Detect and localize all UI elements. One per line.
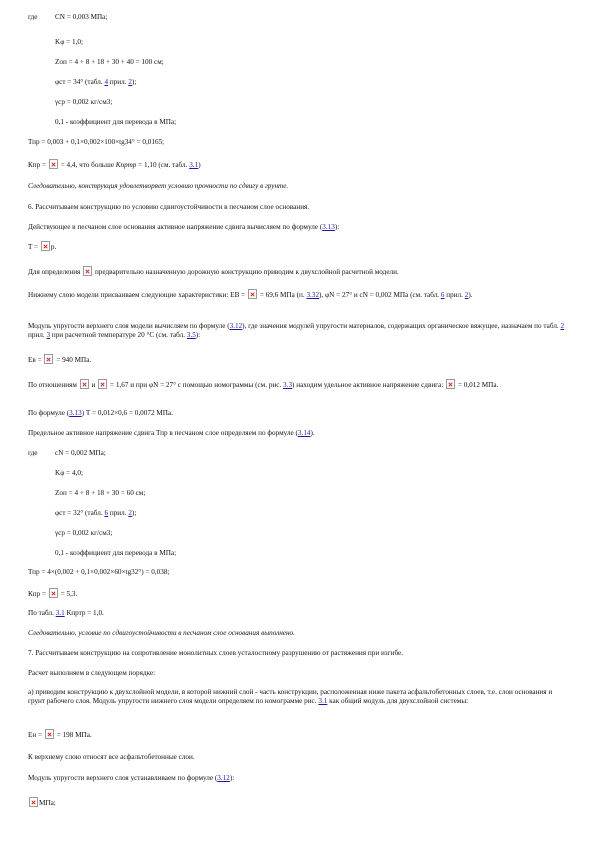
- table-link[interactable]: 2: [560, 322, 565, 330]
- figure-link[interactable]: 3.3: [283, 381, 293, 389]
- paragraph: По табл. 3.1 Кпртр = 1,0.: [28, 609, 104, 617]
- formula-link[interactable]: 3.13: [322, 223, 335, 231]
- formula-line: Тпр = 0,003 + 0,1×0,002×100×tg34° = 0,0165;: [28, 138, 165, 146]
- formula-line: Ен = = 198 МПа.: [28, 731, 92, 739]
- table-link[interactable]: 3.1: [189, 161, 199, 169]
- definition-line: 0,1 - коэффициент для перевода в МПа;: [55, 118, 177, 126]
- broken-image-icon: [29, 797, 38, 807]
- formula-line: Кпр = = 4,4, что больше Кпртр = 1,10 (см. табл. 3.1): [28, 161, 201, 169]
- broken-image-icon: [44, 354, 53, 364]
- appendix-link[interactable]: 3: [46, 331, 51, 339]
- section-heading: 6. Рассчитываем конструкцию по условию сдвигоустойчивости в песчаном слое основания.: [28, 203, 310, 211]
- definition-line: Kφ = 1,0;: [55, 38, 83, 46]
- broken-image-icon: [41, 241, 50, 251]
- definition-line: φст = 34° (табл. 4 прил. 2);: [55, 78, 137, 86]
- paragraph: Модуль упругости верхнего слоя устанавливаем по формуле (3.12):: [28, 774, 235, 782]
- table-link[interactable]: 3.5: [186, 331, 196, 339]
- appendix-link[interactable]: 2: [128, 78, 132, 86]
- formula-line: По формуле (3.13) Т = 0,012×0,6 = 0,0072 МПа.: [28, 409, 173, 417]
- paragraph: По отношениям и = 1,67 и при φN = 27° с помощью номограммы (см. рис. 3.3) находим удельное активное напряжение сдвига: = 0,012 МПа.: [28, 381, 499, 389]
- paragraph: Модуль упругости верхнего слоя модели вычисляем по формуле (3.12), где значения модулей упругости материалов, содержащих органическое вяжущее, назначаем по табл. 2 прил. 3 при расчетной температуре 20 °С (см. табл. 3.5):: [28, 322, 565, 339]
- paragraph: Для определения предварительно назначенную дорожную конструкцию приводим к двухслойной расчетной модели.: [28, 268, 399, 276]
- paragraph: Нижнему слою модели присваиваем следующие характеристики: ЕВ = = 69,6 МПа (п. 3.32), φN = 27° и сN = 0,002 МПа (см. табл. 6 прил. 2).: [28, 291, 473, 299]
- definition-line: Kφ = 4,0;: [55, 469, 83, 477]
- broken-image-icon: [446, 379, 455, 389]
- paragraph: Расчет выполняем в следующем порядке:: [28, 669, 156, 677]
- appendix-link[interactable]: 2: [464, 291, 469, 299]
- formula-line: Тпр = 4×(0,002 + 0,1×0,002×60×tg32°) = 0,038;: [28, 568, 170, 576]
- where-label: где: [28, 13, 38, 21]
- broken-image-icon: [45, 729, 54, 739]
- definition-line: Zоп = 4 + 8 + 18 + 30 + 40 = 100 см;: [55, 58, 164, 66]
- broken-image-icon: [98, 379, 107, 389]
- paragraph: К верхнему слою относят все асфальтобетонные слои.: [28, 753, 195, 761]
- where-label: где: [28, 449, 38, 457]
- broken-image-icon: [83, 266, 92, 276]
- section-heading: 7. Рассчитываем конструкцию на сопротивление монолитных слоев усталостному разрушению от растяжения при изгибе.: [28, 649, 403, 657]
- formula-line: T = p.: [28, 243, 57, 251]
- figure-link[interactable]: 3.1: [318, 697, 328, 705]
- formula-line: Кпр = = 5,3.: [28, 590, 78, 598]
- section-link[interactable]: 3.32: [306, 291, 320, 299]
- formula-line: МПа;: [28, 797, 56, 808]
- broken-image-icon: [248, 289, 257, 299]
- definition-line: γср = 0,002 кг/см3;: [55, 98, 113, 106]
- table-link[interactable]: 6: [440, 291, 445, 299]
- paragraph: а) приводим конструкцию к двухслойной модели, в которой нижний слой - часть конструкции, расположенная ниже пакета асфальтобетонных слоев, т.е. слои основания и грунт рабочего слоя. Модуль упругости нижнего слоя модели определяем по номограмме рис. 3.1 как общий модуль для двухслойной системы:: [28, 688, 553, 705]
- table-link[interactable]: 6: [104, 509, 109, 517]
- formula-link[interactable]: 3.12: [217, 774, 230, 782]
- broken-image-icon: [49, 159, 58, 169]
- definition-line: Zоп = 4 + 8 + 18 + 30 = 60 см;: [55, 489, 146, 497]
- conclusion-text: Следовательно, конструкция удовлетворяет условию прочности по сдвигу в грунте.: [28, 182, 289, 190]
- formula-link[interactable]: 3.14: [297, 429, 311, 437]
- definition-line: 0,1 - коэффициент для перевода в МПа;: [55, 549, 177, 557]
- definition-line: φст = 32° (табл. 6 прил. 2);: [55, 509, 137, 517]
- appendix-link[interactable]: 2: [128, 509, 132, 517]
- paragraph: Предельное активное напряжение сдвига Тпр в песчаном слое определяем по формуле (3.14).: [28, 429, 315, 437]
- formula-link[interactable]: 3.13: [69, 409, 82, 417]
- conclusion-text: Следовательно, условие по сдвигоустойчивости в песчаном слое основания выполнено.: [28, 629, 295, 637]
- definition-line: γср = 0,002 кг/см3;: [55, 529, 113, 537]
- paragraph: Действующее в песчаном слое основания активное напряжение сдвига вычисляем по формуле (3.13):: [28, 223, 340, 231]
- broken-image-icon: [80, 379, 89, 389]
- broken-image-icon: [49, 588, 58, 598]
- formula-line: Ев = = 940 МПа.: [28, 356, 92, 364]
- definition-line: сN = 0,002 МПа;: [55, 449, 106, 457]
- definition-line: CN = 0,003 МПа;: [55, 13, 108, 21]
- table-link[interactable]: 4: [104, 78, 109, 86]
- formula-link[interactable]: 3.12: [229, 322, 243, 330]
- table-link[interactable]: 3.1: [55, 609, 65, 617]
